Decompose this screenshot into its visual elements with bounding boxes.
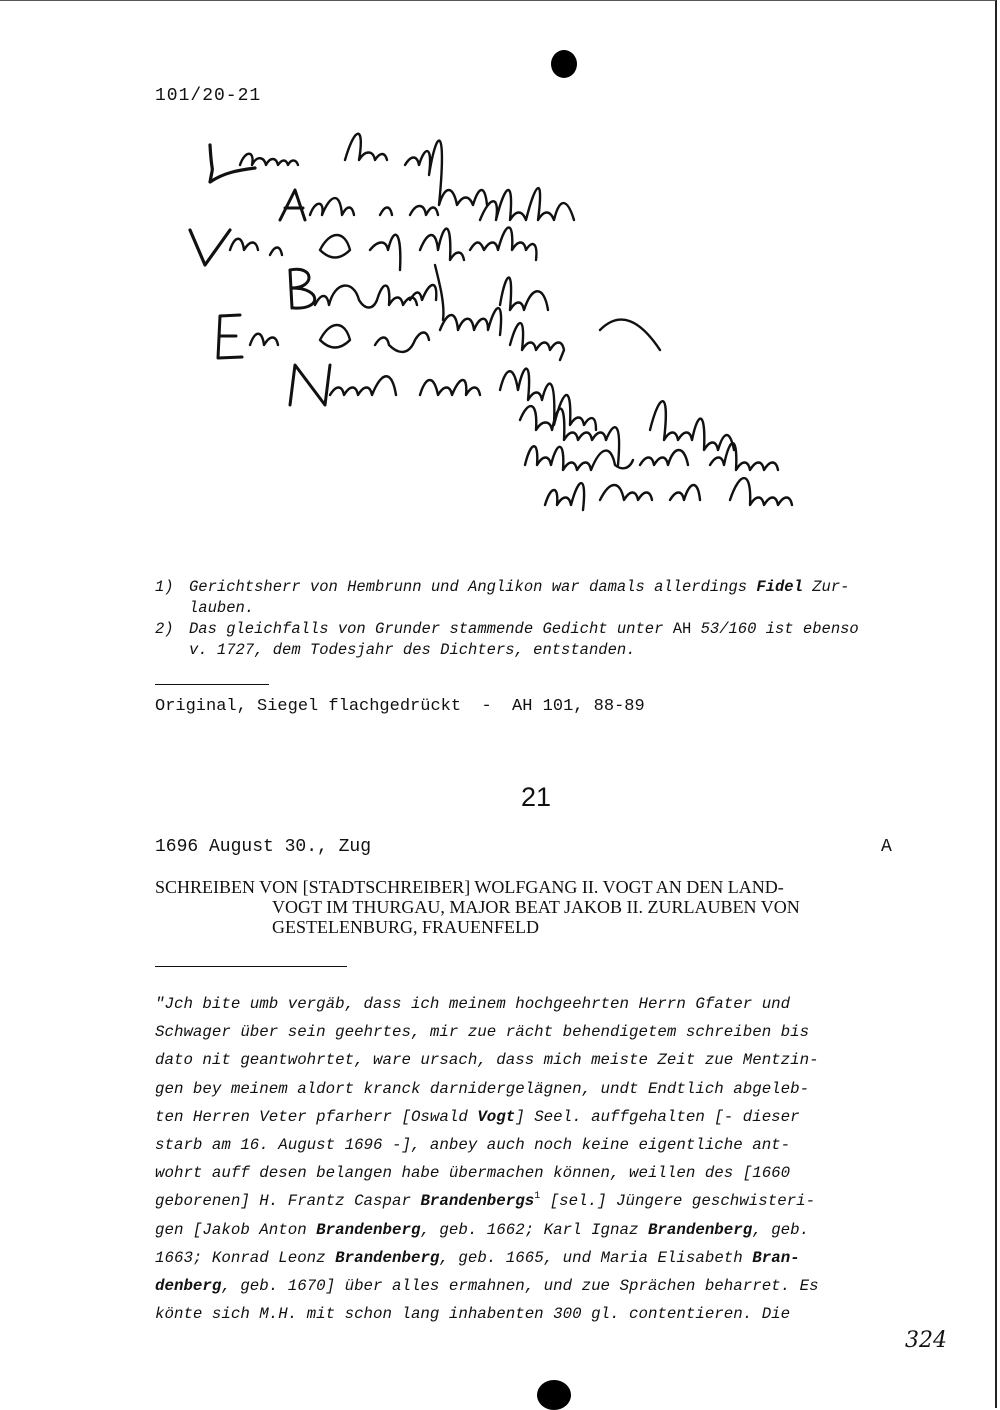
body-bold-name: Brandenbergs: [420, 1192, 535, 1211]
footnote-text-part: v. 1727, dem Todesjahr des Dichters, entstanden.: [189, 641, 636, 659]
footnote-1: [155, 577, 925, 619]
handwritten-poem: [170, 120, 860, 520]
footnote-number: 2): [155, 620, 174, 638]
footnote-ref: 1: [534, 1191, 541, 1203]
footnotes: [155, 577, 925, 661]
document-heading: [155, 877, 915, 937]
footnote-number: 1): [155, 578, 174, 596]
body-line: wohrt auff desen belangen habe übermachen können, weillen des [1660: [155, 1164, 791, 1183]
body-line: dato nit geantwohrtet, ware ursach, dass mich meiste Zeit zue Mentzin-: [155, 1051, 819, 1070]
footnote-text-part: Zur-: [802, 578, 850, 596]
body-bold-name: Brandenberg: [316, 1220, 421, 1239]
body-line: "Jch bite umb vergäb, dass ich meinem hochgeehrten Herrn Gfater und: [155, 995, 791, 1013]
dateline: 1696 August 30., Zug: [155, 837, 372, 857]
body-line: [155, 1103, 925, 1131]
body-line: [155, 1244, 925, 1272]
footnote-text: [189, 619, 859, 661]
body-text-part: ten Herren Veter pfarherr [Oswald: [155, 1107, 478, 1126]
document-number: 21: [520, 782, 552, 812]
body-bold-name: Bran-: [752, 1248, 800, 1267]
archive-reference: 101/20-21: [155, 86, 262, 106]
body-text-part: 1663; Konrad Leonz: [155, 1248, 336, 1267]
body-line: [155, 1216, 925, 1244]
body-bold-name: Brandenberg: [647, 1220, 753, 1239]
body-text-part: , geb. 1662; Karl Ignaz: [420, 1220, 648, 1239]
divider-rule-1: [155, 684, 269, 685]
heading-line-2: VOGT IM THURGAU, MAJOR BEAT JAKOB II. ZURLAUBEN VON: [272, 897, 800, 917]
body-line: könte sich M.H. mit schon lang inhabenten 300 gl. contentieren. Die: [155, 1305, 791, 1324]
body-line: [155, 1187, 925, 1215]
body-line: Schwager über sein geehrtes, mir zue rächt behendigetem schreiben bis: [155, 1023, 810, 1042]
source-note: Original, Siegel flachgedrückt - AH 101, 88-89: [155, 697, 645, 716]
footnote-text: [189, 577, 849, 619]
punch-hole-top: [551, 50, 577, 78]
body-text-part: , geb.: [752, 1220, 810, 1239]
body-text-part: [sel.] Jüngere geschwisteri-: [540, 1192, 816, 1211]
body-line: gen bey meinem aldort kranck darnidergelägnen, undt Endtlich abgeleb-: [155, 1079, 810, 1098]
heading-line-3: GESTELENBURG, FRAUENFELD: [272, 917, 540, 937]
letter-body: [155, 990, 925, 1328]
body-text-part: geborenen] H. Frantz Caspar: [155, 1192, 421, 1211]
body-text-part: , geb. 1670] über alles ermahnen, und zue Sprächen beharret. Es: [221, 1277, 819, 1296]
body-text-part: ] Seel. auffgehalten [- dieser: [515, 1107, 800, 1126]
body-bold-name: Vogt: [477, 1107, 516, 1126]
footnote-text-part: lauben.: [189, 599, 255, 617]
divider-rule-2: [155, 966, 347, 967]
body-line: starb am 16. August 1696 -], anbey auch noch keine eigentliche ant-: [155, 1136, 791, 1155]
footnote-2: [155, 619, 925, 661]
footnote-text-part: 53/160 ist ebenso: [691, 620, 859, 638]
document-type-letter: A: [881, 837, 892, 857]
body-bold-name: Brandenberg: [335, 1248, 440, 1267]
footnote-bold-name: Fidel: [756, 578, 803, 596]
punch-hole-bottom: [537, 1380, 571, 1410]
footnote-text-part: Gerichtsherr von Hembrunn und Anglikon war damals allerdings: [189, 578, 757, 596]
body-text-part: gen [Jakob Anton: [155, 1220, 317, 1239]
body-line: [155, 1272, 925, 1300]
footnote-abbrev: AH: [672, 620, 692, 638]
footnote-text-part: Das gleichfalls von Grunder stammende Gedicht unter: [189, 620, 673, 638]
page-number: 324: [905, 1328, 947, 1353]
body-text-part: , geb. 1665, und Maria Elisabeth: [439, 1248, 753, 1267]
body-bold-name: denberg: [155, 1277, 222, 1296]
heading-line-1: SCHREIBEN VON [STADTSCHREIBER] WOLFGANG II. VOGT AN DEN LAND-: [155, 877, 784, 897]
